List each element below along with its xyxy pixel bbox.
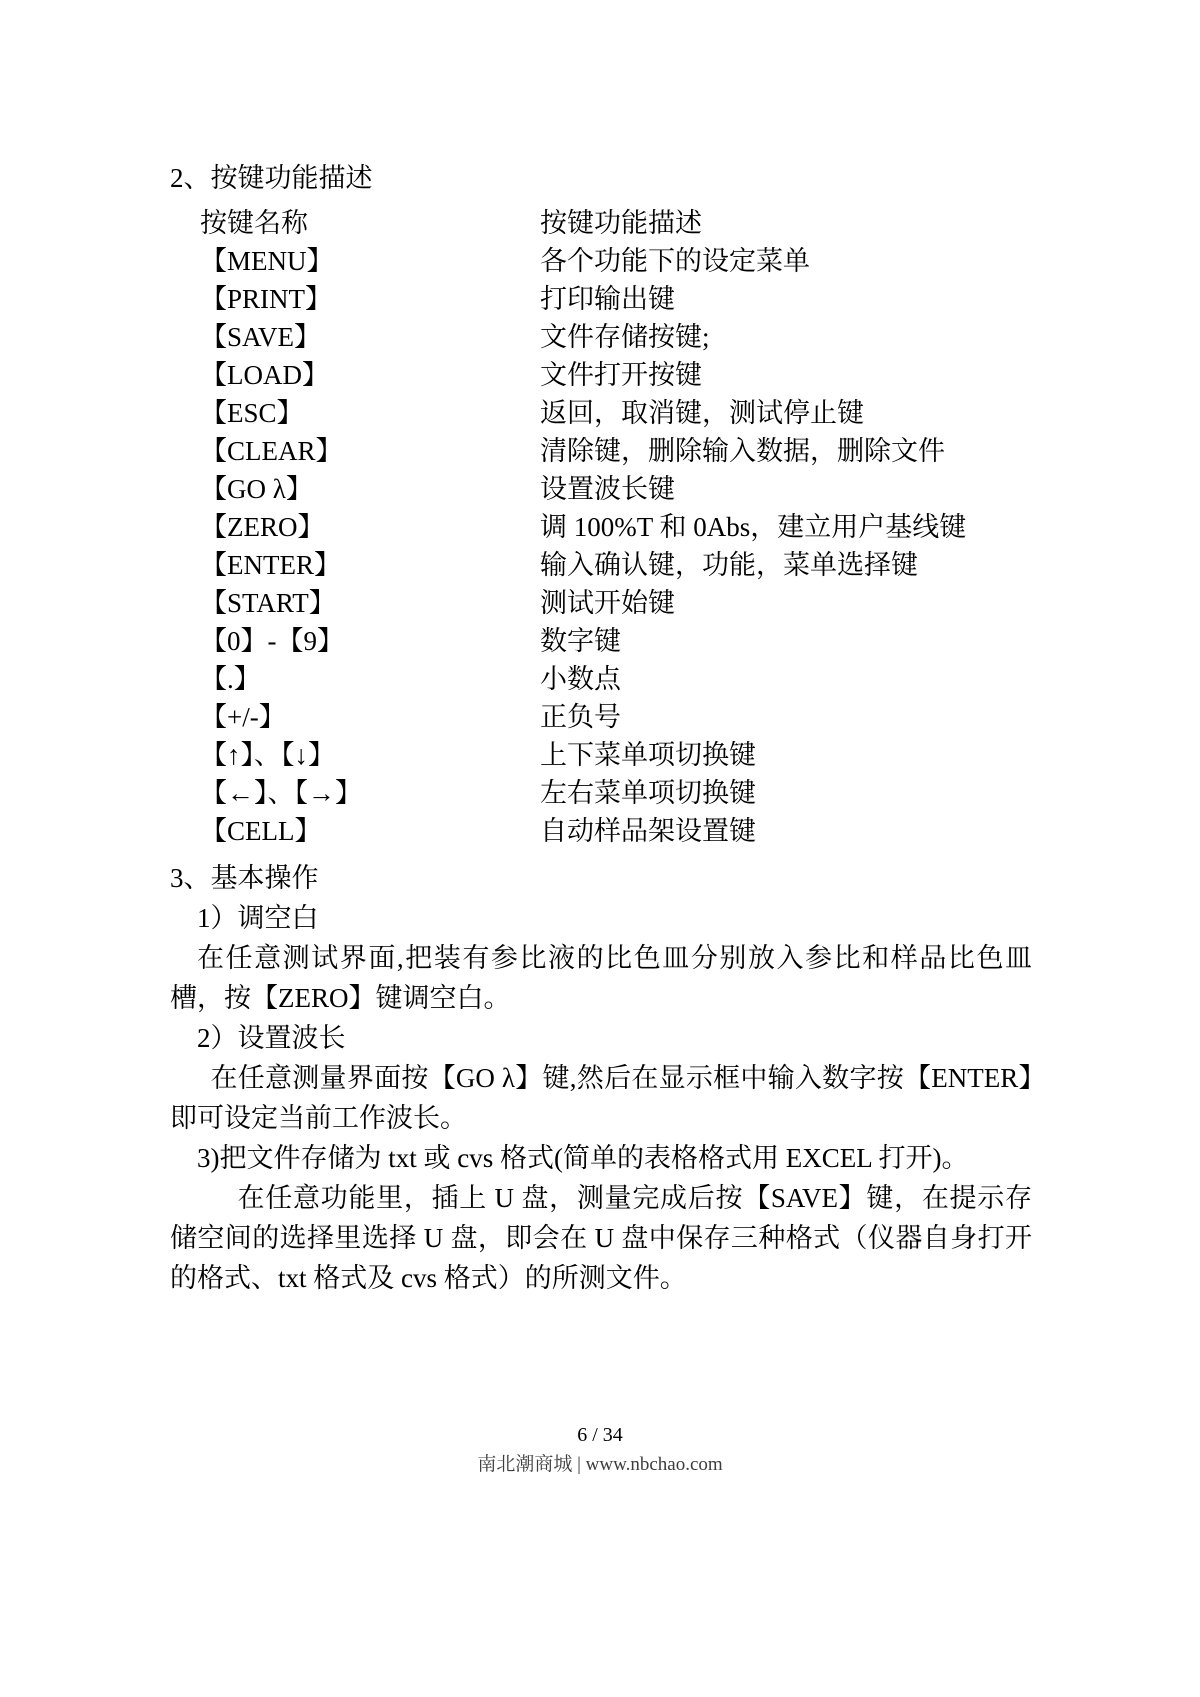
subsection-3-title: 3)把文件存储为 txt 或 cvs 格式(简单的表格格式用 EXCEL 打开)。 [197,1143,969,1173]
subsection-3-paragraph: 在任意功能里，插上 U 盘，测量完成后按【SAVE】键，在提示存储空间的选择里选择 U 盘，即会在 U 盘中保存三种格式（仪器自身打开的格式、txt 格式及 cvs 格式）的所测文件。 [170,1183,1032,1293]
key-desc: 数字键 [540,626,621,656]
page-number: 6 / 34 [577,1424,623,1446]
table-row [200,812,1032,850]
key-desc: 小数点 [540,664,621,694]
table-row [200,432,1032,470]
key-desc: 设置波长键 [540,474,675,504]
subsection-1-title: 1）调空白 [197,903,319,933]
table-row [200,280,1032,318]
key-desc: 上下菜单项切换键 [540,740,756,770]
key-name: 【.】 [200,664,261,694]
table-row [200,660,1032,698]
table-row [200,242,1032,280]
page-footer [0,1422,1200,1478]
table-row [200,774,1032,812]
subsection-1-paragraph: 在任意测试界面,把装有参比液的比色皿分别放入参比和样品比色皿槽，按【ZERO】键调空白。 [170,943,1032,1013]
table-row [200,546,1032,584]
column-header-key-desc: 按键功能描述 [540,208,702,238]
section-2-title: 2、按键功能描述 [170,163,373,193]
key-name: 【+/-】 [200,702,286,732]
key-name: 【CELL】 [200,816,322,846]
table-row [200,470,1032,508]
table-row [200,622,1032,660]
key-name: 【←】、【→】 [200,778,362,808]
key-name: 【LOAD】 [200,360,329,390]
subsection-2-paragraph: 在任意测量界面按【GO λ】键,然后在显示框中输入数字按【ENTER】即可设定当前工作波长。 [170,1063,1032,1133]
key-name: 【ENTER】 [200,550,341,580]
table-row [200,508,1032,546]
key-desc: 返回，取消键，测试停止键 [540,398,864,428]
key-name: 【0】-【9】 [200,626,344,656]
key-desc: 测试开始键 [540,588,675,618]
key-name: 【START】 [200,588,336,618]
key-function-table [200,204,1032,850]
document-page [170,158,1032,1298]
key-desc: 文件打开按键 [540,360,702,390]
key-name: 【↑】、【↓】 [200,740,335,770]
footer-site-label: 南北潮商城 | www.nbchao.com [477,1454,723,1475]
subsection-2-title: 2）设置波长 [197,1023,346,1053]
key-name: 【MENU】 [200,246,334,276]
key-name: 【PRINT】 [200,284,333,314]
table-row [200,356,1032,394]
column-header-key-name: 按键名称 [200,208,308,238]
key-desc: 文件存储按键; [540,322,710,352]
section-3-title: 3、基本操作 [170,863,319,893]
table-row [200,318,1032,356]
table-header-row [200,204,1032,242]
key-desc: 正负号 [540,702,621,732]
table-row [200,394,1032,432]
key-name: 【SAVE】 [200,322,322,352]
table-row [200,584,1032,622]
key-name: 【ESC】 [200,398,304,428]
table-row [200,736,1032,774]
key-name: 【CLEAR】 [200,436,343,466]
key-name: 【ZERO】 [200,512,325,542]
key-desc: 调 100%T 和 0Abs，建立用户基线键 [540,512,967,542]
key-desc: 打印输出键 [540,284,675,314]
key-desc: 输入确认键，功能，菜单选择键 [540,550,918,580]
key-desc: 自动样品架设置键 [540,816,756,846]
key-desc: 清除键，删除输入数据，删除文件 [540,436,945,466]
key-desc: 各个功能下的设定菜单 [540,246,810,276]
key-desc: 左右菜单项切换键 [540,778,756,808]
key-name: 【GO λ】 [200,474,313,504]
table-row [200,698,1032,736]
